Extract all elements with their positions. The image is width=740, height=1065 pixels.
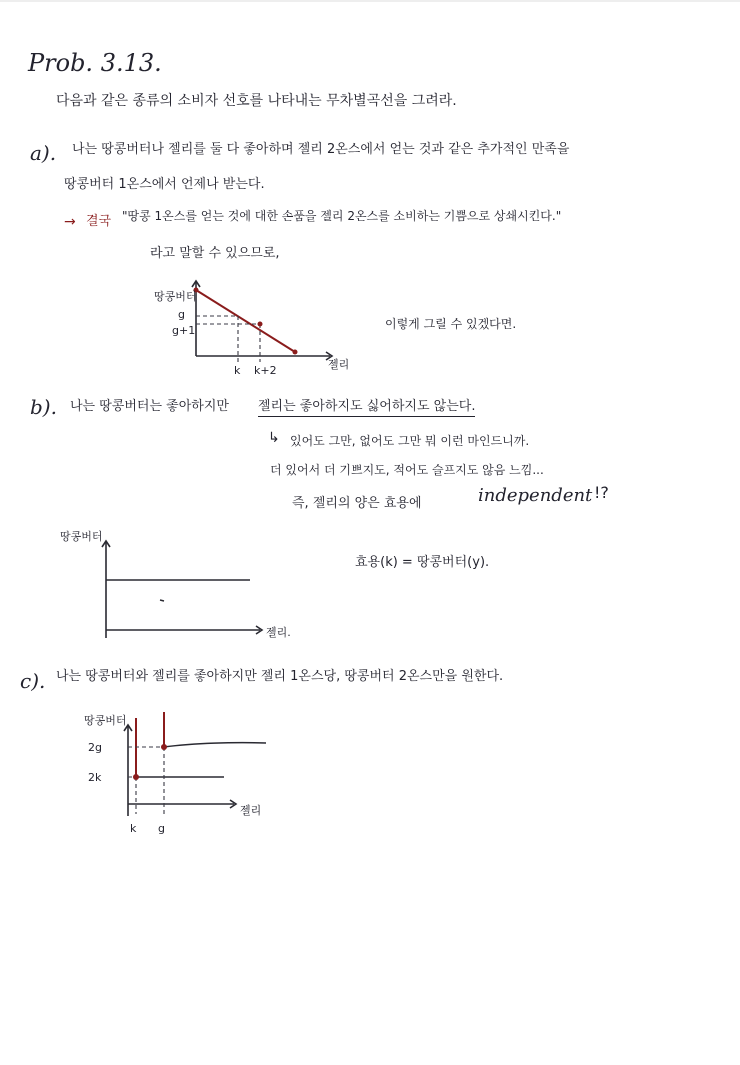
graph-b-ylabel: 땅콩버터 bbox=[60, 530, 103, 543]
part-b-line4b: independent bbox=[478, 485, 593, 506]
graph-b-tick-mark bbox=[160, 600, 164, 601]
part-b-line1b: 젤리는 좋아하지도 싫어하지도 않는다. bbox=[258, 400, 475, 417]
graph-c-tick-2g: 2g bbox=[88, 741, 102, 754]
part-a-label: a). bbox=[30, 141, 57, 165]
part-b-line1a: 나는 땅콩버터는 좋아하지만 bbox=[70, 399, 229, 414]
graph-b bbox=[60, 528, 320, 648]
graph-a-point-bottom bbox=[293, 350, 298, 355]
part-c-label: c). bbox=[20, 669, 46, 693]
part-a-note-head: 결국 bbox=[86, 214, 112, 229]
graph-c-ylabel: 땅콩버터 bbox=[84, 714, 127, 727]
graph-c-tick-g: g bbox=[158, 822, 165, 835]
graph-c-kink-upper bbox=[161, 744, 167, 750]
graph-b-xlabel: 젤리. bbox=[266, 626, 291, 639]
graph-a-point-mid bbox=[258, 322, 263, 327]
arrow-icon: → bbox=[64, 214, 76, 230]
graph-a-xlabel: 젤리 bbox=[328, 358, 350, 371]
part-a-note-quote: "땅콩 1온스를 얻는 것에 대한 손품을 젤리 2온스를 소비하는 기쁨으로 상쇄시킨다." bbox=[122, 209, 562, 223]
graph-c bbox=[84, 710, 284, 840]
part-a-line2: 땅콩버터 1온스에서 언제나 받는다. bbox=[64, 177, 265, 192]
graph-a-tick-k: k bbox=[234, 364, 241, 377]
graph-c-xlabel: 젤리 bbox=[240, 804, 262, 817]
graph-a-ylabel: 땅콩버터 bbox=[154, 290, 197, 303]
problem-instruction: 다음과 같은 종류의 소비자 선호를 나타내는 무차별곡선을 그려라. bbox=[56, 93, 457, 109]
part-c-line1: 나는 땅콩버터와 젤리를 좋아하지만 젤리 1온스당, 땅콩버터 2온스만을 원한다. bbox=[56, 669, 504, 684]
part-b-formula: 효용(k) = 땅콩버터(y). bbox=[355, 555, 490, 570]
graph-a-indifference-curve bbox=[196, 290, 295, 352]
graph-c-curve2-horizontal bbox=[164, 743, 266, 747]
part-b-line3: 더 있어서 더 기쁘지도, 적어도 슬프지도 않음 느낌... bbox=[270, 463, 544, 477]
page-top-edge bbox=[0, 0, 740, 2]
part-a-side-note: 이렇게 그릴 수 있겠다면. bbox=[385, 317, 517, 331]
part-b-line4c: !? bbox=[594, 483, 609, 502]
graph-a bbox=[150, 278, 370, 378]
graph-a-tick-g1: g+1 bbox=[172, 324, 196, 337]
graph-a-tick-g: g bbox=[178, 308, 185, 321]
graph-c-tick-k: k bbox=[130, 822, 137, 835]
part-b-line4a: 즉, 젤리의 양은 효용에 bbox=[292, 496, 422, 511]
graph-a-tick-k2: k+2 bbox=[254, 364, 277, 377]
part-b-label: b). bbox=[30, 395, 57, 419]
graph-c-tick-2k: 2k bbox=[88, 771, 102, 784]
problem-number: Prob. 3.13. bbox=[28, 49, 162, 77]
graph-c-kink-lower bbox=[133, 774, 139, 780]
part-a-line1: 나는 땅콩버터나 젤리를 둘 다 좋아하며 젤리 2온스에서 얻는 것과 같은 추가적인 만족을 bbox=[72, 142, 570, 157]
part-a-note-line2: 라고 말할 수 있으므로, bbox=[150, 246, 280, 261]
part-b-bracket-icon: ↳ bbox=[268, 430, 280, 446]
part-b-line2: 있어도 그만, 없어도 그만 뭐 이런 마인드니까. bbox=[290, 434, 530, 448]
